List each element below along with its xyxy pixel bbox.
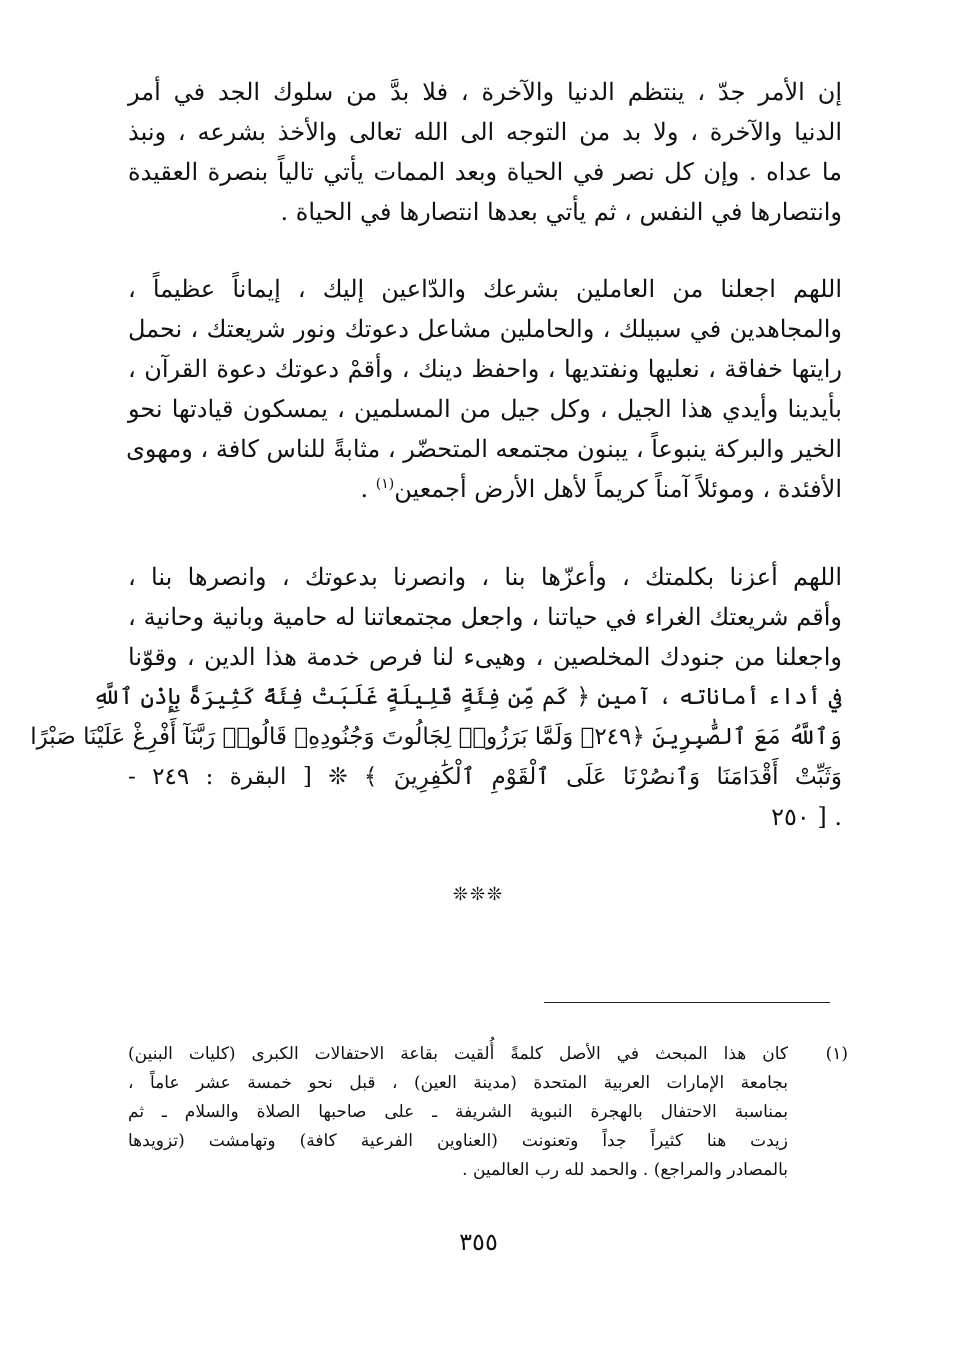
footnote xyxy=(128,1040,848,1185)
footnote-line: زيدت هنا كثيراً جداً وتعنونت (العناوين الفرعية كافة) وتهامشت (تزويدها xyxy=(128,1131,788,1151)
page-number: ٣٥٥ xyxy=(459,1228,498,1256)
footnote-line: بجامعة الإمارات العربية المتحدة (مدينة العين) ، قبل نحو خمسة عشر عاماً ، xyxy=(128,1073,788,1093)
footnote-line: بمناسبة الاحتفال بالهجرة النبوية الشريفة ـ على صاحبها الصلاة والسلام ـ ثم xyxy=(128,1102,788,1122)
text-line: والمجاهدين في سبيلك ، والحاملين مشاعل دعوتك ونور شريعتك ، نحمل xyxy=(128,315,842,343)
text-line: وانتصارها في النفس ، ثم يأتي بعدها انتصارها في الحياة . xyxy=(280,198,842,226)
footnote-body xyxy=(128,1040,788,1185)
footnote-marker[interactable]: (١) xyxy=(375,476,395,492)
footnote-line: كان هذا المبحث في الأصل كلمةً أُلقيت بقاعة الاحتفالات الكبرى (كليات البنين) xyxy=(128,1044,788,1064)
footnote-divider xyxy=(544,1002,830,1003)
quran-verse-line: وَثَبِّتْ أَقْدَامَنَا وَٱنصُرْنَا عَلَى ٱلْقَوْمِ ٱلْكَٰفِرِينَ ﴾ ❊ [ البقرة : ٢٤٩ - xyxy=(128,764,842,790)
text-line: إن الأمر جدّ ، ينتظم الدنيا والآخرة ، فلا بدَّ من سلوك الجد في أمر xyxy=(128,78,843,106)
section-separator: ❊❊❊ xyxy=(452,884,505,905)
text-line: اللهم اجعلنا من العاملين بشرعك والدّاعين إليك ، إيماناً عظيماً ، xyxy=(128,275,842,303)
text-line: رايتها خفاقة ، نعليها ونفتديها ، واحفظ دينك ، وأقمْ دعوتك دعوة القرآن ، xyxy=(128,355,842,383)
quran-verse-line: وَٱللَّهُ مَعَ ٱلصَّٰبِرِينَ ﴿٢٤٩﴾ وَلَمَّا بَرَزُوا۟ لِجَالُوتَ وَجُنُودِهِۦ قَالُوا۟ رَبَّنَآ أَفْرِغْ عَلَيْنَا صَبْرًا xyxy=(30,724,842,750)
verse-reference-line: . [ ٢٥٠ xyxy=(771,803,842,831)
text-line: اللهم أعزنا بكلمتك ، وأعزّها بنا ، وانصرنا بدعوتك ، وانصرها بنا ، xyxy=(128,563,842,591)
text-fragment: الأفئدة ، وموئلاً آمناً كريماً لأهل الأرض أجمعين xyxy=(394,475,842,503)
text-fragment: . xyxy=(360,475,376,503)
text-line: وأقم شريعتك الغراء في حياتنا ، واجعل مجتمعاتنا له حامية وبانية وحانية ، xyxy=(128,603,842,631)
text-line: ما عداه . وإن كل نصر في الحياة وبعد الممات يأتي تالياً بنصرة العقيدة xyxy=(128,158,842,186)
text-line: الدنيا والآخرة ، ولا بد من التوجه الى الله تعالى والأخذ بشرعه ، ونبذ xyxy=(128,118,842,146)
paragraph-1 xyxy=(128,72,842,232)
text-line: الخير والبركة ينبوعاً ، يبنون مجتمعه المتحضّر ، مثابةً للناس كافة ، ومهوى xyxy=(126,435,842,463)
paragraph-2 xyxy=(128,269,842,509)
quran-verse-line: في أداء أماناته ، آمين ﴿ كَم مِّن فِئَةٍ قَلِيلَةٍ غَلَبَتْ فِئَةً كَثِيرَةً بِإِذْنِ ٱللَّهِ xyxy=(92,684,842,710)
text-line-with-footnote xyxy=(128,469,842,509)
paragraph-3 xyxy=(30,557,842,837)
footnote-line: بالمصادر والمراجع) . والحمد لله رب العالمين . xyxy=(462,1160,788,1180)
text-line: بأيدينا وأيدي هذا الجيل ، وكل جيل من المسلمين ، يمسكون قيادتها نحو xyxy=(128,395,842,423)
text-line: واجعلنا من جنودك المخلصين ، وهيىء لنا فرص خدمة هذا الدين ، وقوّنا xyxy=(128,643,842,671)
footnote-number: (١) xyxy=(825,1044,848,1064)
